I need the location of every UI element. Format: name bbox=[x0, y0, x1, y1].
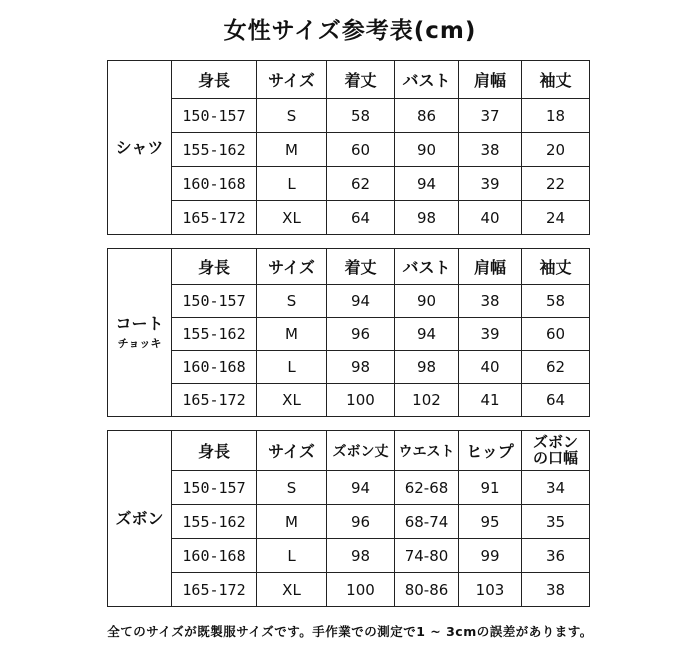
coat-size-table bbox=[107, 248, 590, 417]
shirt-size-table bbox=[107, 60, 590, 235]
cell-shoulder: 37 bbox=[459, 99, 522, 133]
cell-size: M bbox=[257, 505, 327, 539]
cell-height: 160-168 bbox=[172, 539, 257, 573]
cell-shoulder: 39 bbox=[459, 167, 522, 201]
cell-size: L bbox=[257, 351, 327, 384]
cell-shoulder: 39 bbox=[459, 318, 522, 351]
cell-sleeve: 22 bbox=[522, 167, 590, 201]
cell-height: 150-157 bbox=[172, 471, 257, 505]
cell-height: 160-168 bbox=[172, 167, 257, 201]
cell-height: 150-157 bbox=[172, 99, 257, 133]
table-row bbox=[108, 201, 590, 235]
cell-hip: 91 bbox=[459, 471, 522, 505]
cell-bust: 98 bbox=[395, 201, 459, 235]
header-hem-width bbox=[522, 431, 590, 471]
cell-size: S bbox=[257, 471, 327, 505]
cell-length: 62 bbox=[327, 167, 395, 201]
cell-height: 160-168 bbox=[172, 351, 257, 384]
cell-length: 94 bbox=[327, 285, 395, 318]
cell-bust: 90 bbox=[395, 133, 459, 167]
cell-height: 165-172 bbox=[172, 201, 257, 235]
header-size: サイズ bbox=[257, 431, 327, 471]
table-row bbox=[108, 539, 590, 573]
cell-size: S bbox=[257, 285, 327, 318]
cell-length: 58 bbox=[327, 99, 395, 133]
header-height: 身長 bbox=[172, 61, 257, 99]
cell-waist: 74-80 bbox=[395, 539, 459, 573]
cell-waist: 68-74 bbox=[395, 505, 459, 539]
category-label-coat bbox=[108, 249, 172, 417]
cell-hem-width: 34 bbox=[522, 471, 590, 505]
header-shoulder: 肩幅 bbox=[459, 249, 522, 285]
cell-hem-width: 35 bbox=[522, 505, 590, 539]
cell-pants-length: 100 bbox=[327, 573, 395, 607]
cell-length: 64 bbox=[327, 201, 395, 235]
cell-pants-length: 94 bbox=[327, 471, 395, 505]
cell-size: M bbox=[257, 133, 327, 167]
table-row bbox=[108, 318, 590, 351]
cell-shoulder: 41 bbox=[459, 384, 522, 417]
cell-shoulder: 38 bbox=[459, 285, 522, 318]
header-waist: ウエスト bbox=[395, 431, 459, 471]
cell-length: 100 bbox=[327, 384, 395, 417]
cell-height: 155-162 bbox=[172, 505, 257, 539]
category-main: コート bbox=[115, 314, 164, 334]
header-length: 着丈 bbox=[327, 61, 395, 99]
cell-hip: 99 bbox=[459, 539, 522, 573]
cell-height: 165-172 bbox=[172, 573, 257, 607]
table-row bbox=[108, 471, 590, 505]
cell-shoulder: 40 bbox=[459, 201, 522, 235]
header-length: 着丈 bbox=[327, 249, 395, 285]
header-bust: バスト bbox=[395, 249, 459, 285]
category-sub: チョッキ bbox=[117, 336, 162, 350]
cell-sleeve: 60 bbox=[522, 318, 590, 351]
header-bust: バスト bbox=[395, 61, 459, 99]
header-hem-line1: ズボン bbox=[532, 432, 578, 451]
cell-length: 60 bbox=[327, 133, 395, 167]
cell-hip: 95 bbox=[459, 505, 522, 539]
table-row bbox=[108, 573, 590, 607]
cell-size: XL bbox=[257, 201, 327, 235]
cell-waist: 80-86 bbox=[395, 573, 459, 607]
header-height: 身長 bbox=[172, 431, 257, 471]
cell-sleeve: 64 bbox=[522, 384, 590, 417]
header-sleeve: 袖丈 bbox=[522, 61, 590, 99]
cell-bust: 90 bbox=[395, 285, 459, 318]
header-shoulder: 肩幅 bbox=[459, 61, 522, 99]
table-row bbox=[108, 167, 590, 201]
table-header-row bbox=[108, 249, 590, 285]
table-row bbox=[108, 505, 590, 539]
cell-shoulder: 40 bbox=[459, 351, 522, 384]
cell-size: L bbox=[257, 539, 327, 573]
table-row bbox=[108, 133, 590, 167]
cell-shoulder: 38 bbox=[459, 133, 522, 167]
cell-length: 96 bbox=[327, 318, 395, 351]
cell-height: 150-157 bbox=[172, 285, 257, 318]
table-header-row bbox=[108, 61, 590, 99]
cell-hem-width: 36 bbox=[522, 539, 590, 573]
cell-bust: 94 bbox=[395, 318, 459, 351]
table-row bbox=[108, 99, 590, 133]
cell-sleeve: 24 bbox=[522, 201, 590, 235]
header-pants-length: ズボン丈 bbox=[327, 431, 395, 471]
cell-hem-width: 38 bbox=[522, 573, 590, 607]
table-row bbox=[108, 351, 590, 384]
header-hem-line2: の口幅 bbox=[532, 448, 578, 467]
cell-hip: 103 bbox=[459, 573, 522, 607]
table-header-row bbox=[108, 431, 590, 471]
category-label-shirt: シャツ bbox=[108, 61, 172, 235]
pants-size-table bbox=[107, 430, 590, 607]
cell-height: 155-162 bbox=[172, 133, 257, 167]
category-label-pants: ズボン bbox=[108, 431, 172, 607]
cell-size: XL bbox=[257, 384, 327, 417]
cell-bust: 94 bbox=[395, 167, 459, 201]
cell-sleeve: 58 bbox=[522, 285, 590, 318]
cell-height: 165-172 bbox=[172, 384, 257, 417]
table-row bbox=[108, 285, 590, 318]
cell-bust: 86 bbox=[395, 99, 459, 133]
cell-pants-length: 98 bbox=[327, 539, 395, 573]
measurement-note: 全てのサイズが既製服サイズです。手作業での測定で1 ~ 3cmの誤差があります。 bbox=[107, 624, 593, 639]
cell-pants-length: 96 bbox=[327, 505, 395, 539]
cell-size: M bbox=[257, 318, 327, 351]
cell-size: XL bbox=[257, 573, 327, 607]
cell-bust: 98 bbox=[395, 351, 459, 384]
cell-sleeve: 18 bbox=[522, 99, 590, 133]
cell-size: L bbox=[257, 167, 327, 201]
cell-waist: 62-68 bbox=[395, 471, 459, 505]
page-title: 女性サイズ参考表(cm) bbox=[223, 18, 477, 44]
cell-bust: 102 bbox=[395, 384, 459, 417]
cell-sleeve: 62 bbox=[522, 351, 590, 384]
header-height: 身長 bbox=[172, 249, 257, 285]
table-row bbox=[108, 384, 590, 417]
header-hip: ヒップ bbox=[459, 431, 522, 471]
cell-sleeve: 20 bbox=[522, 133, 590, 167]
header-size: サイズ bbox=[257, 249, 327, 285]
cell-height: 155-162 bbox=[172, 318, 257, 351]
cell-length: 98 bbox=[327, 351, 395, 384]
header-size: サイズ bbox=[257, 61, 327, 99]
header-sleeve: 袖丈 bbox=[522, 249, 590, 285]
cell-size: S bbox=[257, 99, 327, 133]
